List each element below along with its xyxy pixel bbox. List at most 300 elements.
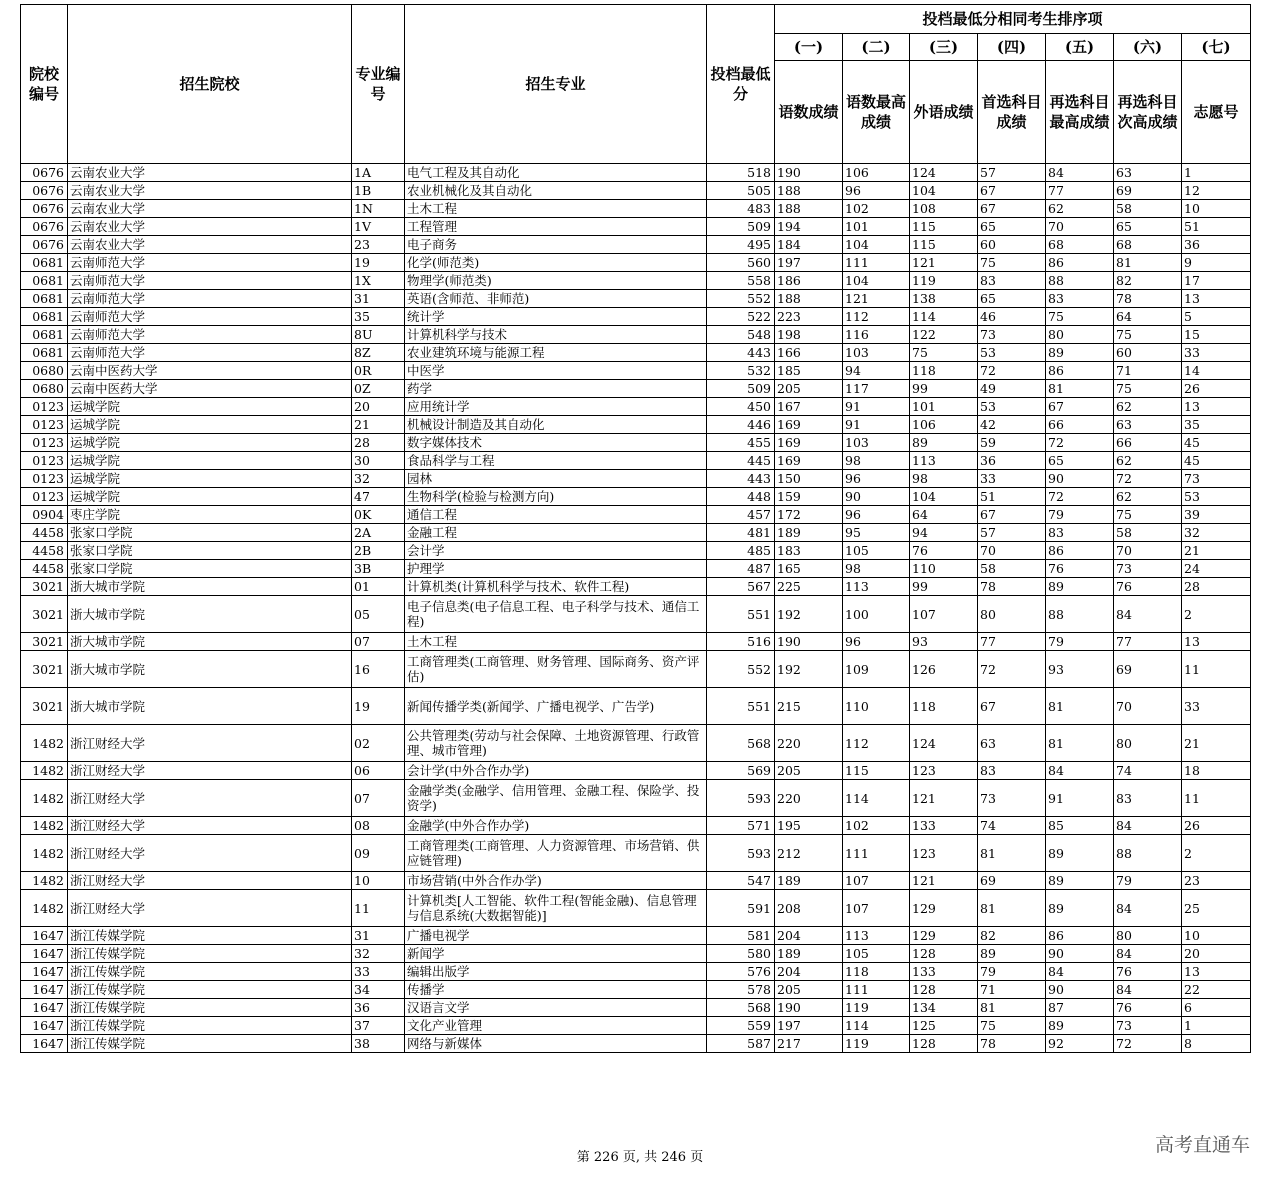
cell-min-score: 559 <box>707 1017 775 1035</box>
cell-major-code: 47 <box>352 488 405 506</box>
cell-score-second-next: 75 <box>1114 506 1182 524</box>
table-row <box>21 542 1251 560</box>
cell-major-name: 电子商务 <box>405 236 707 254</box>
cell-score-chinese-math-max: 119 <box>843 1035 910 1053</box>
cell-wish-number: 36 <box>1182 236 1251 254</box>
cell-school-code: 0680 <box>21 380 68 398</box>
cell-school-name: 云南师范大学 <box>68 344 352 362</box>
cell-score-chinese-math-max: 113 <box>843 927 910 945</box>
cell-school-code: 1482 <box>21 817 68 835</box>
cell-min-score: 548 <box>707 326 775 344</box>
cell-score-foreign: 118 <box>910 688 978 725</box>
cell-score-second-next: 76 <box>1114 999 1182 1017</box>
cell-score-first-subject: 78 <box>978 1035 1046 1053</box>
cell-score-foreign: 121 <box>910 872 978 890</box>
order-label: (四) <box>978 34 1046 61</box>
cell-wish-number: 6 <box>1182 999 1251 1017</box>
order-label: (一) <box>775 34 843 61</box>
cell-score-second-next: 70 <box>1114 688 1182 725</box>
order-label: (二) <box>843 34 910 61</box>
cell-score-second-next: 76 <box>1114 963 1182 981</box>
cell-min-score: 509 <box>707 380 775 398</box>
cell-school-code: 1482 <box>21 725 68 762</box>
cell-score-first-subject: 79 <box>978 963 1046 981</box>
table-row <box>21 362 1251 380</box>
cell-school-name: 浙江传媒学院 <box>68 1035 352 1053</box>
cell-major-name: 公共管理类(劳动与社会保障、土地资源管理、行政管理、城市管理) <box>405 725 707 762</box>
cell-score-second-next: 79 <box>1114 872 1182 890</box>
cell-min-score: 569 <box>707 762 775 780</box>
cell-score-second-max: 76 <box>1046 560 1114 578</box>
cell-score-first-subject: 75 <box>978 1017 1046 1035</box>
cell-score-chinese-math-max: 121 <box>843 290 910 308</box>
cell-min-score: 593 <box>707 780 775 817</box>
cell-score-foreign: 128 <box>910 981 978 999</box>
cell-school-name: 运城学院 <box>68 434 352 452</box>
cell-score-chinese-math-max: 104 <box>843 236 910 254</box>
header-tiebreak-col: 再选科目最高成绩 <box>1046 61 1114 164</box>
cell-min-score: 593 <box>707 835 775 872</box>
cell-school-code: 1647 <box>21 963 68 981</box>
cell-score-foreign: 101 <box>910 398 978 416</box>
table-row <box>21 688 1251 725</box>
cell-score-first-subject: 74 <box>978 817 1046 835</box>
cell-score-foreign: 134 <box>910 999 978 1017</box>
cell-major-name: 农业建筑环境与能源工程 <box>405 344 707 362</box>
cell-major-name: 汉语言文学 <box>405 999 707 1017</box>
cell-score-chinese-math-max: 114 <box>843 780 910 817</box>
cell-score-foreign: 113 <box>910 452 978 470</box>
cell-score-chinese-math-max: 105 <box>843 945 910 963</box>
cell-school-code: 0676 <box>21 218 68 236</box>
cell-score-foreign: 64 <box>910 506 978 524</box>
cell-school-name: 浙江财经大学 <box>68 762 352 780</box>
cell-school-name: 浙大城市学院 <box>68 633 352 651</box>
cell-school-name: 运城学院 <box>68 470 352 488</box>
cell-school-name: 浙江传媒学院 <box>68 981 352 999</box>
cell-score-second-next: 84 <box>1114 945 1182 963</box>
cell-score-chinese-math: 205 <box>775 380 843 398</box>
cell-school-code: 1647 <box>21 1017 68 1035</box>
table-row <box>21 236 1251 254</box>
cell-school-code: 1647 <box>21 945 68 963</box>
cell-score-chinese-math-max: 102 <box>843 200 910 218</box>
cell-school-code: 3021 <box>21 578 68 596</box>
cell-score-foreign: 121 <box>910 254 978 272</box>
cell-score-foreign: 115 <box>910 218 978 236</box>
cell-score-chinese-math-max: 103 <box>843 434 910 452</box>
cell-min-score: 568 <box>707 999 775 1017</box>
cell-major-code: 06 <box>352 762 405 780</box>
cell-score-chinese-math: 205 <box>775 762 843 780</box>
cell-major-code: 3B <box>352 560 405 578</box>
cell-score-chinese-math: 165 <box>775 560 843 578</box>
cell-score-second-max: 83 <box>1046 524 1114 542</box>
cell-score-second-next: 73 <box>1114 560 1182 578</box>
cell-score-second-max: 89 <box>1046 344 1114 362</box>
table-row <box>21 200 1251 218</box>
cell-score-chinese-math: 169 <box>775 452 843 470</box>
cell-school-name: 云南师范大学 <box>68 272 352 290</box>
cell-score-first-subject: 57 <box>978 164 1046 182</box>
table-row <box>21 945 1251 963</box>
cell-school-name: 枣庄学院 <box>68 506 352 524</box>
cell-score-chinese-math-max: 95 <box>843 524 910 542</box>
cell-score-second-next: 72 <box>1114 470 1182 488</box>
cell-score-second-next: 73 <box>1114 1017 1182 1035</box>
cell-score-chinese-math-max: 111 <box>843 981 910 999</box>
table-row <box>21 218 1251 236</box>
cell-score-second-max: 79 <box>1046 633 1114 651</box>
cell-score-foreign: 106 <box>910 416 978 434</box>
cell-score-first-subject: 53 <box>978 344 1046 362</box>
cell-score-second-next: 88 <box>1114 835 1182 872</box>
cell-school-name: 浙大城市学院 <box>68 578 352 596</box>
cell-major-name: 电气工程及其自动化 <box>405 164 707 182</box>
cell-score-chinese-math: 183 <box>775 542 843 560</box>
cell-score-foreign: 98 <box>910 470 978 488</box>
header-tiebreak-col: 再选科目次高成绩 <box>1114 61 1182 164</box>
cell-score-first-subject: 59 <box>978 434 1046 452</box>
cell-major-code: 36 <box>352 999 405 1017</box>
table-row <box>21 835 1251 872</box>
cell-score-chinese-math: 166 <box>775 344 843 362</box>
cell-score-second-max: 89 <box>1046 890 1114 927</box>
cell-major-name: 广播电视学 <box>405 927 707 945</box>
cell-score-first-subject: 33 <box>978 470 1046 488</box>
cell-score-chinese-math-max: 102 <box>843 817 910 835</box>
cell-wish-number: 22 <box>1182 981 1251 999</box>
header-school-code: 院校编号 <box>21 5 68 164</box>
cell-score-first-subject: 36 <box>978 452 1046 470</box>
cell-score-foreign: 123 <box>910 835 978 872</box>
cell-score-second-next: 84 <box>1114 596 1182 633</box>
cell-score-first-subject: 73 <box>978 780 1046 817</box>
cell-major-code: 30 <box>352 452 405 470</box>
cell-score-second-max: 70 <box>1046 218 1114 236</box>
cell-score-foreign: 133 <box>910 963 978 981</box>
cell-school-name: 浙大城市学院 <box>68 651 352 688</box>
cell-wish-number: 26 <box>1182 817 1251 835</box>
cell-min-score: 560 <box>707 254 775 272</box>
cell-score-chinese-math: 197 <box>775 1017 843 1035</box>
table-row <box>21 470 1251 488</box>
cell-score-foreign: 104 <box>910 488 978 506</box>
cell-score-chinese-math: 198 <box>775 326 843 344</box>
cell-score-second-next: 78 <box>1114 290 1182 308</box>
cell-score-chinese-math: 192 <box>775 651 843 688</box>
cell-wish-number: 14 <box>1182 362 1251 380</box>
cell-major-code: 31 <box>352 927 405 945</box>
cell-score-second-max: 89 <box>1046 835 1114 872</box>
cell-major-code: 10 <box>352 872 405 890</box>
cell-major-code: 33 <box>352 963 405 981</box>
cell-score-second-max: 67 <box>1046 398 1114 416</box>
cell-major-code: 07 <box>352 633 405 651</box>
table-row <box>21 725 1251 762</box>
cell-school-name: 云南中医药大学 <box>68 380 352 398</box>
cell-score-chinese-math-max: 96 <box>843 182 910 200</box>
cell-wish-number: 13 <box>1182 398 1251 416</box>
cell-min-score: 487 <box>707 560 775 578</box>
header-min-score: 投档最低分 <box>707 5 775 164</box>
cell-score-second-next: 75 <box>1114 380 1182 398</box>
cell-score-chinese-math-max: 90 <box>843 488 910 506</box>
cell-school-name: 云南农业大学 <box>68 164 352 182</box>
cell-min-score: 568 <box>707 725 775 762</box>
cell-score-chinese-math-max: 116 <box>843 326 910 344</box>
table-row <box>21 524 1251 542</box>
cell-min-score: 551 <box>707 596 775 633</box>
cell-school-code: 1647 <box>21 927 68 945</box>
cell-major-code: 02 <box>352 725 405 762</box>
cell-score-second-next: 82 <box>1114 272 1182 290</box>
cell-score-second-next: 84 <box>1114 890 1182 927</box>
cell-school-name: 浙江财经大学 <box>68 725 352 762</box>
cell-score-chinese-math-max: 118 <box>843 963 910 981</box>
cell-school-name: 浙江财经大学 <box>68 817 352 835</box>
cell-wish-number: 28 <box>1182 578 1251 596</box>
cell-major-code: 31 <box>352 290 405 308</box>
cell-wish-number: 23 <box>1182 872 1251 890</box>
cell-wish-number: 11 <box>1182 780 1251 817</box>
table-row <box>21 272 1251 290</box>
cell-score-second-max: 86 <box>1046 927 1114 945</box>
cell-score-first-subject: 72 <box>978 362 1046 380</box>
table-row <box>21 762 1251 780</box>
cell-score-foreign: 118 <box>910 362 978 380</box>
header-tiebreak-col: 外语成绩 <box>910 61 978 164</box>
cell-score-chinese-math-max: 94 <box>843 362 910 380</box>
cell-major-name: 土木工程 <box>405 633 707 651</box>
cell-major-name: 化学(师范类) <box>405 254 707 272</box>
cell-score-chinese-math: 186 <box>775 272 843 290</box>
cell-score-second-max: 90 <box>1046 945 1114 963</box>
cell-score-chinese-math: 204 <box>775 927 843 945</box>
cell-score-first-subject: 72 <box>978 651 1046 688</box>
cell-major-name: 工程管理 <box>405 218 707 236</box>
cell-school-code: 0123 <box>21 416 68 434</box>
cell-score-first-subject: 60 <box>978 236 1046 254</box>
cell-score-second-max: 75 <box>1046 308 1114 326</box>
cell-major-name: 新闻学 <box>405 945 707 963</box>
cell-major-name: 英语(含师范、非师范) <box>405 290 707 308</box>
cell-school-name: 运城学院 <box>68 416 352 434</box>
cell-major-name: 数字媒体技术 <box>405 434 707 452</box>
cell-school-name: 云南师范大学 <box>68 326 352 344</box>
cell-major-code: 2B <box>352 542 405 560</box>
cell-score-second-max: 85 <box>1046 817 1114 835</box>
cell-wish-number: 53 <box>1182 488 1251 506</box>
cell-score-second-next: 68 <box>1114 236 1182 254</box>
cell-school-name: 浙江传媒学院 <box>68 1017 352 1035</box>
cell-score-chinese-math-max: 101 <box>843 218 910 236</box>
cell-score-first-subject: 67 <box>978 182 1046 200</box>
cell-major-name: 工商管理类(工商管理、人力资源管理、市场营销、供应链管理) <box>405 835 707 872</box>
cell-major-name: 金融工程 <box>405 524 707 542</box>
cell-school-code: 1482 <box>21 780 68 817</box>
cell-school-code: 0123 <box>21 488 68 506</box>
cell-score-first-subject: 49 <box>978 380 1046 398</box>
cell-score-chinese-math: 169 <box>775 434 843 452</box>
cell-score-second-max: 79 <box>1046 506 1114 524</box>
cell-score-foreign: 122 <box>910 326 978 344</box>
cell-major-code: 20 <box>352 398 405 416</box>
cell-score-chinese-math-max: 106 <box>843 164 910 182</box>
cell-score-first-subject: 70 <box>978 542 1046 560</box>
table-row <box>21 817 1251 835</box>
cell-score-chinese-math: 212 <box>775 835 843 872</box>
cell-min-score: 481 <box>707 524 775 542</box>
cell-major-code: 01 <box>352 578 405 596</box>
header-school-name: 招生院校 <box>68 5 352 164</box>
cell-school-code: 3021 <box>21 633 68 651</box>
cell-score-second-next: 74 <box>1114 762 1182 780</box>
cell-score-foreign: 110 <box>910 560 978 578</box>
cell-min-score: 552 <box>707 290 775 308</box>
cell-school-name: 浙江财经大学 <box>68 872 352 890</box>
cell-score-first-subject: 46 <box>978 308 1046 326</box>
cell-score-second-max: 72 <box>1046 434 1114 452</box>
cell-major-code: 23 <box>352 236 405 254</box>
cell-score-second-next: 62 <box>1114 398 1182 416</box>
cell-score-second-max: 90 <box>1046 981 1114 999</box>
cell-school-code: 0123 <box>21 470 68 488</box>
cell-score-foreign: 75 <box>910 344 978 362</box>
table-row <box>21 633 1251 651</box>
cell-wish-number: 21 <box>1182 542 1251 560</box>
cell-score-second-max: 87 <box>1046 999 1114 1017</box>
cell-score-foreign: 119 <box>910 272 978 290</box>
cell-score-foreign: 128 <box>910 945 978 963</box>
cell-score-chinese-math: 223 <box>775 308 843 326</box>
cell-score-first-subject: 58 <box>978 560 1046 578</box>
cell-school-name: 张家口学院 <box>68 560 352 578</box>
cell-score-first-subject: 82 <box>978 927 1046 945</box>
cell-wish-number: 45 <box>1182 452 1251 470</box>
cell-major-code: 11 <box>352 890 405 927</box>
cell-school-code: 3021 <box>21 596 68 633</box>
cell-min-score: 571 <box>707 817 775 835</box>
cell-score-foreign: 104 <box>910 182 978 200</box>
cell-score-chinese-math: 188 <box>775 182 843 200</box>
cell-major-code: 2A <box>352 524 405 542</box>
cell-score-first-subject: 81 <box>978 890 1046 927</box>
cell-school-name: 云南师范大学 <box>68 290 352 308</box>
cell-score-second-next: 60 <box>1114 344 1182 362</box>
cell-score-foreign: 94 <box>910 524 978 542</box>
cell-score-second-next: 84 <box>1114 981 1182 999</box>
cell-major-code: 8Z <box>352 344 405 362</box>
cell-wish-number: 35 <box>1182 416 1251 434</box>
cell-major-name: 应用统计学 <box>405 398 707 416</box>
cell-min-score: 448 <box>707 488 775 506</box>
cell-wish-number: 13 <box>1182 633 1251 651</box>
table-row <box>21 506 1251 524</box>
cell-score-first-subject: 57 <box>978 524 1046 542</box>
cell-school-name: 浙江财经大学 <box>68 890 352 927</box>
table-row <box>21 780 1251 817</box>
cell-wish-number: 13 <box>1182 290 1251 308</box>
table-row <box>21 963 1251 981</box>
cell-score-chinese-math-max: 91 <box>843 398 910 416</box>
cell-min-score: 591 <box>707 890 775 927</box>
cell-score-chinese-math: 150 <box>775 470 843 488</box>
cell-score-first-subject: 65 <box>978 290 1046 308</box>
cell-min-score: 576 <box>707 963 775 981</box>
cell-score-foreign: 114 <box>910 308 978 326</box>
cell-score-chinese-math: 192 <box>775 596 843 633</box>
cell-major-code: 37 <box>352 1017 405 1035</box>
admission-table <box>20 4 1251 1053</box>
cell-major-name: 通信工程 <box>405 506 707 524</box>
cell-school-code: 1482 <box>21 872 68 890</box>
cell-score-foreign: 126 <box>910 651 978 688</box>
cell-score-second-max: 89 <box>1046 1017 1114 1035</box>
cell-score-second-next: 62 <box>1114 488 1182 506</box>
cell-score-chinese-math-max: 104 <box>843 272 910 290</box>
cell-major-code: 19 <box>352 688 405 725</box>
cell-min-score: 443 <box>707 470 775 488</box>
cell-wish-number: 26 <box>1182 380 1251 398</box>
cell-score-foreign: 133 <box>910 817 978 835</box>
cell-score-chinese-math: 167 <box>775 398 843 416</box>
cell-score-first-subject: 77 <box>978 633 1046 651</box>
cell-min-score: 455 <box>707 434 775 452</box>
cell-school-code: 0681 <box>21 272 68 290</box>
cell-major-code: 16 <box>352 651 405 688</box>
cell-score-second-max: 90 <box>1046 470 1114 488</box>
cell-score-second-next: 76 <box>1114 578 1182 596</box>
cell-score-foreign: 124 <box>910 164 978 182</box>
cell-wish-number: 13 <box>1182 963 1251 981</box>
cell-score-second-next: 65 <box>1114 218 1182 236</box>
cell-score-first-subject: 81 <box>978 999 1046 1017</box>
cell-score-chinese-math-max: 113 <box>843 578 910 596</box>
cell-wish-number: 33 <box>1182 688 1251 725</box>
cell-school-code: 3021 <box>21 688 68 725</box>
cell-score-second-max: 86 <box>1046 542 1114 560</box>
cell-school-code: 0681 <box>21 290 68 308</box>
cell-school-code: 0680 <box>21 362 68 380</box>
cell-score-second-next: 58 <box>1114 200 1182 218</box>
cell-wish-number: 9 <box>1182 254 1251 272</box>
cell-major-code: 1V <box>352 218 405 236</box>
cell-school-name: 浙江传媒学院 <box>68 927 352 945</box>
cell-score-second-max: 84 <box>1046 762 1114 780</box>
table-row <box>21 1017 1251 1035</box>
cell-score-chinese-math-max: 111 <box>843 835 910 872</box>
cell-score-chinese-math: 195 <box>775 817 843 835</box>
cell-score-second-max: 88 <box>1046 272 1114 290</box>
table-row <box>21 344 1251 362</box>
cell-major-code: 32 <box>352 945 405 963</box>
table-row <box>21 182 1251 200</box>
cell-score-foreign: 108 <box>910 200 978 218</box>
cell-major-code: 1X <box>352 272 405 290</box>
cell-min-score: 522 <box>707 308 775 326</box>
cell-score-second-next: 71 <box>1114 362 1182 380</box>
cell-min-score: 532 <box>707 362 775 380</box>
cell-score-second-max: 91 <box>1046 780 1114 817</box>
cell-score-foreign: 125 <box>910 1017 978 1035</box>
cell-wish-number: 21 <box>1182 725 1251 762</box>
cell-score-chinese-math-max: 96 <box>843 506 910 524</box>
cell-wish-number: 73 <box>1182 470 1251 488</box>
cell-school-name: 浙江财经大学 <box>68 780 352 817</box>
cell-wish-number: 8 <box>1182 1035 1251 1053</box>
cell-score-first-subject: 89 <box>978 945 1046 963</box>
